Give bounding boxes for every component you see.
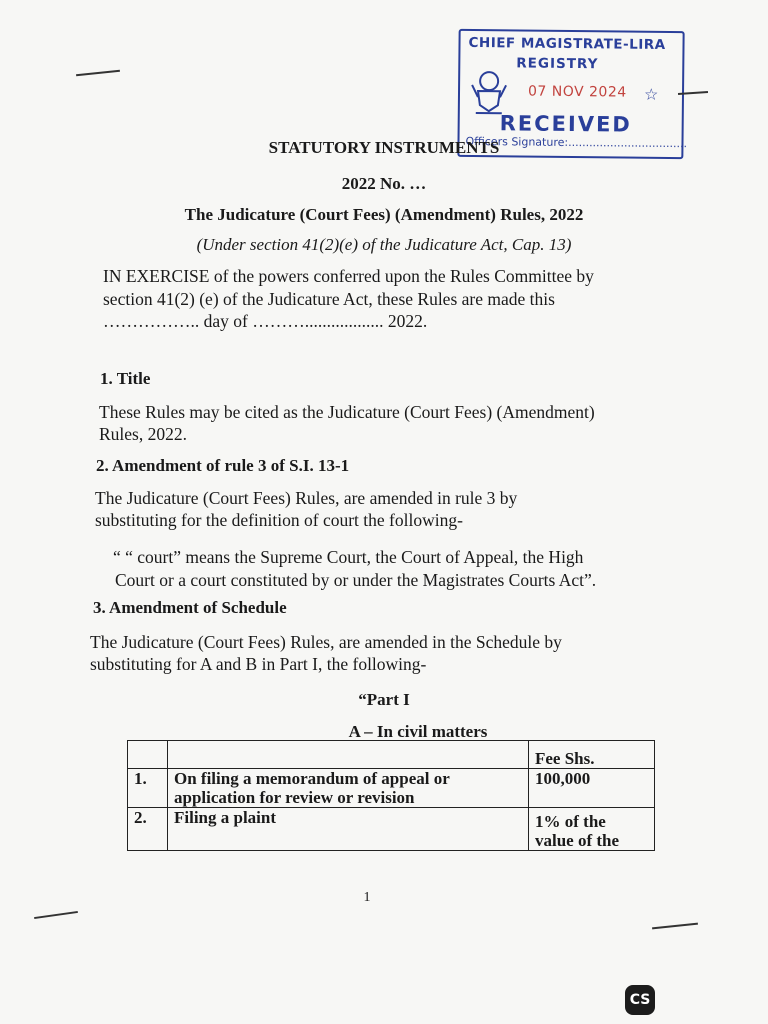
- stamp-date: 07 NOV 2024: [527, 83, 627, 101]
- margin-mark: [76, 70, 120, 77]
- section-text: Rules, 2022.: [99, 424, 187, 444]
- fees-table: [127, 740, 655, 851]
- row-fee-line: 100,000: [535, 769, 591, 788]
- definition-quote: Court or a court constituted by or under the Magistrates Courts Act”.: [115, 570, 597, 590]
- section-text: These Rules may be cited as the Judicature (Court Fees) (Amendment): [99, 402, 595, 422]
- section-heading: 3. Amendment of Schedule: [93, 598, 287, 617]
- margin-mark: [34, 911, 78, 919]
- row-item: [168, 769, 529, 808]
- schedule-subtitle: A – In civil matters: [348, 722, 488, 741]
- preamble-line: IN EXERCISE of the powers conferred upon the Rules Committee by: [103, 266, 594, 286]
- fee-header: Fee Shs.: [529, 741, 655, 769]
- page-number: 1: [363, 890, 371, 905]
- table-cell: [128, 741, 168, 769]
- preamble-line: section 41(2) (e) of the Judicature Act, these Rules are made this: [103, 289, 555, 309]
- table-row: [128, 808, 655, 851]
- section-text: The Judicature (Court Fees) Rules, are amended in the Schedule by: [90, 632, 562, 652]
- section-text: substituting for A and B in Part I, the following-: [90, 654, 427, 674]
- table-row: [128, 741, 655, 769]
- section-text: substituting for the definition of court the following-: [95, 510, 463, 530]
- row-fee: [529, 808, 655, 851]
- enabling-section: (Under section 41(2)(e) of the Judicature Act, Cap. 13): [196, 235, 572, 254]
- row-item-line: application for review or revision: [174, 788, 415, 807]
- scanner-app-icon: CS: [625, 985, 655, 1015]
- section-text: The Judicature (Court Fees) Rules, are amended in rule 3 by: [95, 488, 518, 508]
- row-item-line: On filing a memorandum of appeal or: [174, 769, 450, 788]
- row-fee-line: 1% of the: [535, 812, 606, 831]
- preamble-line: …………….. day of ……….................. 2022.: [103, 311, 428, 331]
- section-heading: 2. Amendment of rule 3 of S.I. 13-1: [96, 456, 350, 475]
- stamp-signature: Officers Signature:..................................: [465, 134, 688, 151]
- row-fee-line: value of the: [535, 831, 620, 850]
- margin-mark: [652, 923, 698, 930]
- star-icon: ☆: [643, 84, 659, 104]
- stamp-office: CHIEF MAGISTRATE-LIRA: [468, 34, 666, 53]
- row-item: Filing a plaint: [168, 808, 529, 851]
- row-number: 2.: [128, 808, 168, 851]
- instrument-number: 2022 No. …: [341, 174, 427, 193]
- section-heading: 1. Title: [100, 369, 151, 388]
- row-number: 1.: [128, 769, 168, 808]
- rules-title: The Judicature (Court Fees) (Amendment) Rules, 2022: [184, 205, 584, 224]
- stamp-received: RECEIVED: [499, 111, 632, 137]
- table-cell: [168, 741, 529, 769]
- stamp-registry: REGISTRY: [516, 55, 599, 73]
- row-fee: [529, 769, 655, 808]
- document-title: STATUTORY INSTRUMENTS: [268, 138, 500, 157]
- table-row: [128, 769, 655, 808]
- part-heading: “Part I: [358, 690, 410, 709]
- definition-quote: “ “ court” means the Supreme Court, the Court of Appeal, the High: [113, 547, 584, 567]
